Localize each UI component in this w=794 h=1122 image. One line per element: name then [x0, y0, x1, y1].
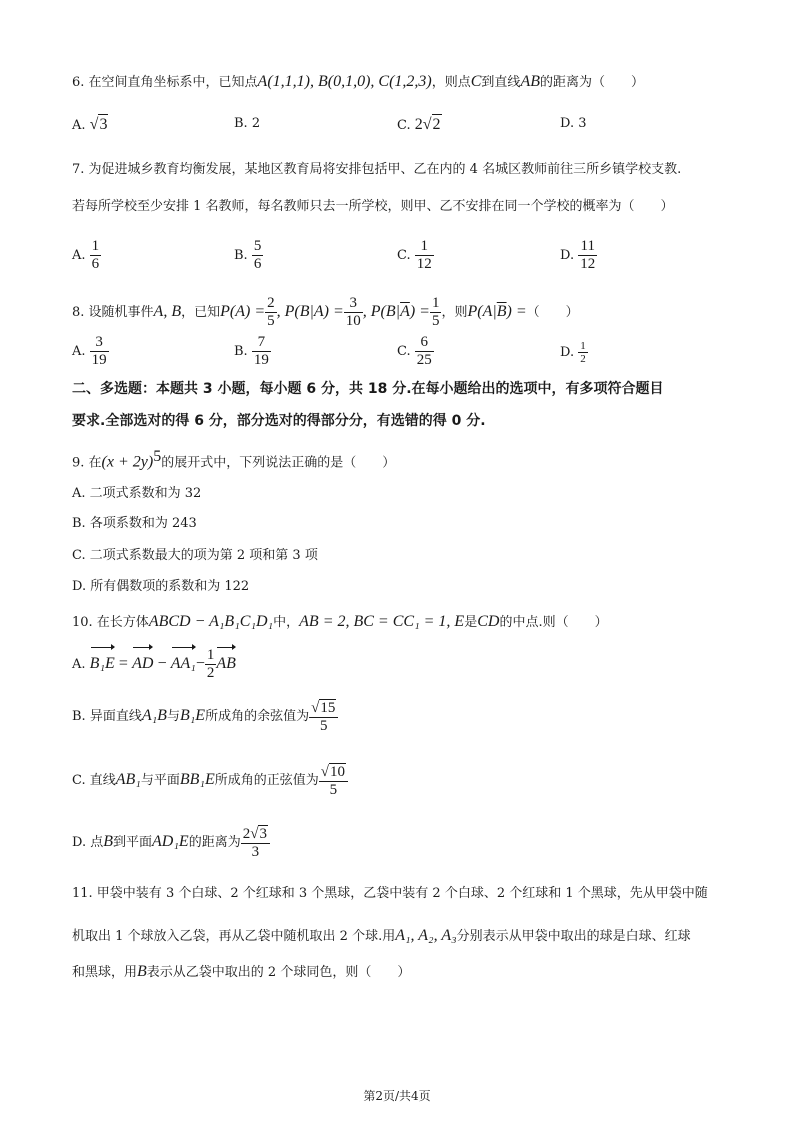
q11-line-1: 11. 甲袋中装有 3 个白球、2 个红球和 3 个黑球，乙袋中装有 2 个白球、2 个红球和 1 个黑球，先从甲袋中随: [72, 886, 708, 901]
q6-points: A(1,1,1), B(0,1,0), C(1,2,3): [257, 73, 432, 90]
q10-minus: −: [157, 655, 167, 672]
q7-option-c-label: C.: [397, 248, 411, 263]
q7-option-b-num: 5: [253, 238, 262, 254]
q10-option-c-den: 5: [329, 781, 338, 798]
q8-stem-text-d: （ ）: [526, 305, 579, 320]
q9-stem-text-b: 的展开式中，下列说法正确的是（ ）: [161, 455, 396, 471]
q6-option-a: A. √3: [72, 116, 108, 133]
q11-line-3-text-b: 表示从乙袋中取出的 2 个球同色，则（ ）: [146, 965, 411, 980]
q7-option-d-num: 11: [578, 238, 597, 256]
q8-stem-text: 8. 设随机事件: [72, 305, 154, 320]
q8-pba-fraction: [344, 295, 363, 330]
q10-option-d-coef: 2: [242, 825, 251, 842]
q11-line-2-text-b: 分别表示从甲袋中取出的球是白球、红球: [456, 929, 691, 944]
q10-option-c-text-c: 所成角的正弦值为: [214, 773, 319, 788]
q9-option-a: A. 二项式系数和为 32: [72, 486, 202, 501]
q10-option-b-num: 15: [320, 699, 336, 716]
q10-stem-text-d: 的中点.则（ ）: [499, 615, 608, 630]
q10-option-d-fraction: $\frac{2√3}{3}$: [241, 825, 270, 861]
q8-option-d-label: D.: [560, 345, 575, 360]
q10-option-d-num: 3: [259, 825, 267, 842]
q6-option-b: B. 2: [234, 116, 261, 131]
q8-option-b-den: 19: [253, 352, 269, 368]
q10-half-num: 1: [206, 647, 215, 663]
q7-option-b-label: B.: [234, 248, 248, 263]
q10-segment-cd: CD: [477, 613, 500, 630]
q7-option-a-num: 1: [91, 238, 100, 254]
q7-option-d-label: D.: [560, 248, 575, 263]
q7-option-a-den: 6: [91, 256, 100, 272]
q7-option-a-label: A.: [72, 248, 86, 263]
q6-option-c: C. 2√2: [397, 116, 441, 133]
q11-line-3-text: 和黑球，用: [72, 965, 138, 980]
section2-line-2: 要求.全部选对的得 6 分，部分选对的得部分分，有选错的得 0 分.: [72, 413, 486, 429]
q10-option-c: [72, 760, 348, 801]
q7-option-d-den: 12: [580, 256, 596, 272]
q10-option-d-den: 3: [251, 843, 260, 860]
q10-option-d: [72, 822, 270, 863]
q8-option-c: [397, 334, 434, 369]
q8-pbna-end: ) =: [409, 303, 430, 320]
q8-stem-text-c: ，则: [441, 305, 468, 320]
q8-option-d-num: 1: [580, 340, 586, 352]
q10-option-c-fraction: $\frac{√10}{5}$: [319, 763, 348, 799]
q8-a-bar: $\overline{A}$: [400, 303, 410, 320]
q6-option-a-label: A.: [72, 118, 86, 133]
q7-option-a-fraction: [90, 238, 102, 273]
q6-option-a-value: 3: [99, 116, 108, 133]
q10-option-b-text-b: 与: [166, 709, 180, 724]
q10-line-b1e: B₁E: [179, 707, 206, 724]
q8-option-a-num: 3: [90, 334, 109, 352]
q8-b-bar: $\overline{B}$: [496, 303, 507, 320]
q10-vector-ad: AD: [132, 646, 153, 682]
q9-option-c: C. 二项式系数最大的项为第 2 项和第 3 项: [72, 548, 318, 563]
q8-pba-den: 10: [345, 313, 361, 329]
q8-option-a-fraction: [90, 334, 109, 369]
q7-option-a: [72, 238, 101, 273]
q10-plane-bb1e: BB₁E: [179, 771, 215, 788]
q10-condition: AB = 2, BC = CC₁ = 1, E: [299, 613, 465, 630]
q8-pa-fraction: [265, 295, 277, 330]
q10-option-b-den: 5: [319, 717, 328, 734]
q10-plane-ad1e: AD₁E: [152, 833, 189, 850]
q10-option-d-text: D. 点: [72, 835, 104, 850]
q10-option-b-text: B. 异面直线: [72, 709, 142, 724]
q9-option-d: D. 所有偶数项的系数和为 122: [72, 579, 250, 594]
q11-line-3: [72, 962, 410, 983]
q8-pa-num: 2: [267, 295, 275, 311]
q8-pa: P(A) =: [220, 303, 266, 320]
q6-stem-text-d: 的距离为（ ）: [539, 75, 644, 90]
q8-option-c-label: C.: [397, 344, 411, 359]
q8-option-b: [234, 334, 271, 369]
q7-option-c-num: 1: [415, 238, 434, 256]
q11-event-b: B: [137, 963, 147, 980]
q8-events: A, B: [153, 303, 182, 320]
q8-option-c-fraction: [415, 334, 434, 369]
q7-line-2: 若每所学校至少安排 1 名教师，每名教师只去一所学校，则甲、乙不安排在同一个学校的概率为（ ）: [72, 199, 674, 214]
q10-option-a-fraction: [205, 647, 217, 682]
q8-target-end: ) =: [506, 303, 527, 320]
q10-option-d-text-b: 到平面: [113, 835, 153, 850]
page-footer: 第2页/共4页: [363, 1089, 431, 1103]
q10-stem-text-b: 中，: [273, 615, 300, 630]
q8-pbna-fraction: [430, 295, 442, 330]
q8-option-b-fraction: [252, 334, 271, 369]
q6-stem-text-c: 到直线: [481, 75, 521, 90]
q8-pa-den: 5: [267, 313, 275, 329]
q10-option-b: [72, 696, 338, 737]
q10-line-ab1: AB₁: [115, 771, 141, 788]
q7-option-b-fraction: [252, 238, 264, 273]
q6-stem-text-b: ，则点: [431, 75, 471, 90]
q8-option-d-fraction: [578, 340, 588, 365]
q10-point-b: B: [103, 833, 114, 850]
q8-pbna-den: 5: [431, 313, 440, 329]
q8-stem-text-b: ，已知: [181, 305, 221, 320]
q9-stem: [72, 447, 395, 473]
q10-option-c-text: C. 直线: [72, 773, 116, 788]
q11-vars: A₁, A₂, A₃: [395, 927, 457, 944]
q10-option-c-text-b: 与平面: [140, 773, 180, 788]
q6-option-d: D. 3: [560, 116, 587, 131]
q8-pbna: , P(B|: [362, 303, 401, 320]
q10-option-a-label: A.: [72, 657, 86, 672]
q10-option-c-num: 10: [330, 763, 346, 780]
q10-option-b-text-c: 所成角的余弦值为: [205, 709, 310, 724]
q6-stem-text: 6. 在空间直角坐标系中，已知点: [72, 75, 258, 90]
q9-expression: (x + 2y): [101, 453, 154, 471]
q8-pbna-num: 1: [431, 295, 440, 311]
q10-vector-aa1: AA₁: [171, 646, 196, 682]
q10-option-b-fraction: $\frac{√15}{5}$: [309, 699, 338, 735]
q8-option-b-num: 7: [252, 334, 271, 352]
section2-line-1: 二、多选题：本题共 3 小题，每小题 6 分，共 18 分.在每小题给出的选项中，有多项符合题目: [72, 381, 664, 397]
q7-line-1: 7. 为促进城乡教育均衡发展，某地区教育局将安排包括甲、乙在内的 4 名城区教师前往三所乡镇学校支教.: [72, 162, 682, 177]
q10-stem: [72, 612, 608, 633]
q10-solid: ABCD − A₁B₁C₁D₁: [148, 613, 274, 630]
q8-option-a: [72, 334, 109, 369]
q6-option-c-coef: 2: [414, 116, 423, 133]
q6-stem: [72, 72, 644, 93]
q6-point-c: C: [470, 73, 482, 90]
q7-option-b-den: 6: [253, 256, 262, 272]
q8-target: P(A|: [467, 303, 497, 320]
q6-line-ab: AB: [520, 73, 540, 90]
q8-option-d-den: 2: [580, 353, 586, 365]
q11-line-2-text: 机取出 1 个球放入乙袋，再从乙袋中随机取出 2 个球.用: [72, 929, 396, 944]
q8-option-a-label: A.: [72, 344, 86, 359]
q10-option-a: [72, 646, 236, 683]
q8-stem: [72, 292, 579, 333]
q7-option-c-fraction: [415, 238, 434, 273]
q8-option-c-den: 25: [416, 352, 432, 368]
q8-option-d: [560, 340, 588, 365]
q7-option-c-den: 12: [416, 256, 432, 272]
q10-stem-text: 10. 在长方体: [72, 615, 149, 630]
q10-vector-b1e: B₁E: [90, 646, 115, 682]
q7-option-d-fraction: [578, 238, 597, 273]
q10-line-a1b: A₁B: [141, 707, 167, 724]
q9-exponent: 5: [153, 448, 162, 465]
q10-equals: =: [118, 655, 128, 672]
q9-option-b: B. 各项系数和为 243: [72, 516, 197, 531]
q8-option-c-num: 6: [415, 334, 434, 352]
q6-option-c-value: 2: [432, 116, 441, 133]
q10-vector-ab: AB: [216, 646, 236, 682]
q10-minus-2: −: [195, 655, 205, 672]
q10-half-den: 2: [206, 665, 215, 681]
q11-line-2: [72, 926, 691, 947]
q8-pba-num: 3: [344, 295, 363, 313]
q7-option-d: [560, 238, 597, 273]
q7-option-b: [234, 238, 263, 273]
q8-option-b-label: B.: [234, 344, 248, 359]
q8-option-a-den: 19: [91, 352, 107, 368]
q6-option-c-label: C.: [397, 118, 411, 133]
q10-stem-text-c: 是: [464, 615, 478, 630]
q8-pba: , P(B|A) =: [276, 303, 344, 320]
q9-stem-text: 9. 在: [72, 455, 102, 471]
q10-option-d-text-c: 的距离为: [188, 835, 241, 850]
q7-option-c: [397, 238, 434, 273]
